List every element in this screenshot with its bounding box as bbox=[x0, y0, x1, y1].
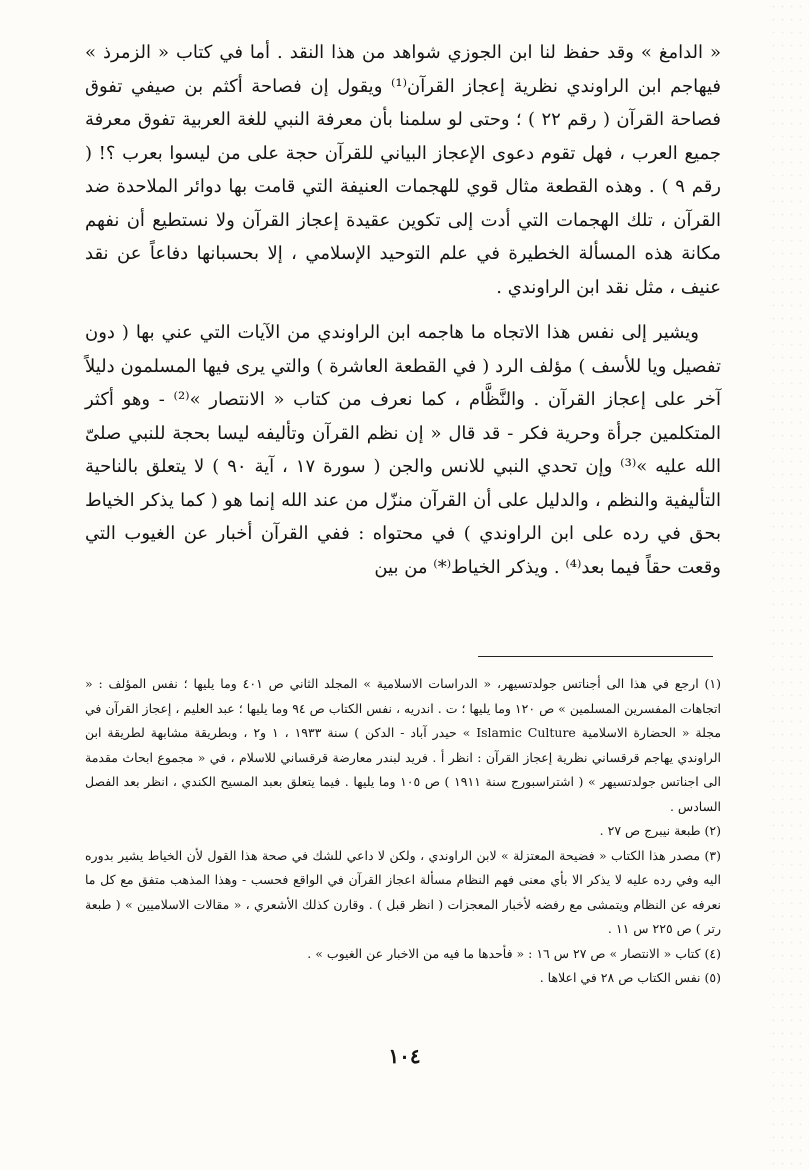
paragraph-1: « الدامغ » وقد حفظ لنا ابن الجوزي شواهد من هذا النقد . أما في كتاب « الزمرذ » فيهاجم ابن الراوندي نظرية إعجاز القرآن⁽¹⁾ ويقول إن فصاحة أكثم بن صيفي تفوق فصاحة القرآن ( رقم ٢٢ ) ؛ وحتى لو سلمنا بأن معرفة النبي للغة العربية تفوق معرفة جميع العرب ، فهل تقوم دعوى الإعجاز البياني للقرآن حجة على من ليسوا بعرب ؟! ( رقم ٩ ) . وهذه القطعة مثال قوي للهجمات العنيفة التي قامت بها دوائر الملاحدة ضد القرآن ، تلك الهجمات التي أدت إلى تكوين عقيدة إعجاز القرآن ولا نستطيع أن نفهم مكانة هذه المسألة الخطيرة في علم التوحيد الإسلامي ، إلا بحسبانها دفاعاً عن نقد عنيف ، مثل نقد ابن الراوندي . bbox=[85, 42, 722, 298]
page-number: ١٠٤ bbox=[388, 1044, 421, 1068]
footnote-1: (١) ارجع في هذا الى أجناتس جولدتسيهر، « الدراسات الاسلامية » المجلد الثاني ص ٤٠١ وما يليها ؛ نفس المؤلف : « اتجاهات المفسرين المسلمين » ص ١٢٠ وما يليها ؛ ت . اندريه ، نفس الكتاب ص ٩٤ وما يليها ؛ عبد العليم ، إعجاز القرآن في مجلة « الحضارة الاسلامية Islamic Culture » حيدر آباد - الدكن ) سنة ١٩٣٣ ، ١ و٢ ، وبطريقة مشابهة لطريقة ابن الراوندي يهاجم قرقساني نظرية إعجاز القرآن : انظر أ . فريد لبندر معارضة قرقساني للاسلام ، في « مجموع ابحاث مقدمة الى اجناتس جولدتسيهر » ( اشتراسبورج سنة ١٩١١ ) ص ١٠٥ وما يليها . فيما يتعلق بعبد المسيح الكندي ، انظر بعد الفصل السادس . bbox=[85, 676, 722, 814]
paragraph-2: ويشير إلى نفس هذا الاتجاه ما هاجمه ابن الراوندي من الآيات التي عني بها ( دون تفصيل ويا للأسف ) مؤلف الرد ( في القطعة العاشرة ) والتي يرى فيها المسلمون دليلاً آخر على إعجاز القرآن . والنَّظَّام ، كما نعرف من كتاب « الانتصار »⁽²⁾ - وهو أكثر المتكلمين جرأة وحرية فكر - قد قال « إن نظم القرآن وتأليفه ليسا بحجة للنبي صلىّ الله عليه »⁽³⁾ وإن تحدي النبي للانس والجن ( سورة ١٧ ، آية ٩٠ ) لا يتعلق بالناحية التأليفية والنظم ، والدليل على أن القرآن منزّل من عند الله إنما هو ( كما يذكر الخياط بحق في رده على ابن الراوندي ) في محتواه : ففي القرآن أخبار عن الغيوب التي وقعت حقاً فيما بعد⁽⁴⁾ . ويذكر الخياط⁽*⁾ من بين bbox=[85, 322, 721, 578]
footnote-4: (٤) كتاب « الانتصار » ص ٢٧ س ١٦ : « فأحدها ما فيه من الاخبار عن الغيوب » . bbox=[307, 945, 721, 961]
footnote-separator bbox=[478, 656, 713, 657]
scan-speckle-margin bbox=[769, 0, 809, 1170]
main-text bbox=[85, 36, 721, 596]
footnotes bbox=[85, 672, 721, 991]
footnote-3: (٣) مصدر هذا الكتاب « فضيحة المعتزلة » لابن الراوندي ، ولكن لا داعي للشك في صحة هذا القول لأن الخياط يشير بدوره اليه وفي رده عليه لا يذكر الا بأي معنى فهم النظام مسألة اعجاز القرآن في الواقع فحسب - وهذا المذهب متفق مع كل ما نعرفه عن النظام ويتمشى مع رفضه لأخبار المعجزات ( انظر قبل ) . وقارن كذلك الأشعري ، « مقالات الاسلاميين » ( طبعة رتر ) ص ٢٢٥ س ١١ . bbox=[85, 847, 721, 936]
footnote-2: (٢) طبعة نيبرج ص ٢٧ . bbox=[599, 823, 721, 838]
footnote-5: (٥) نفس الكتاب ص ٢٨ في اعلاها . bbox=[539, 970, 721, 985]
